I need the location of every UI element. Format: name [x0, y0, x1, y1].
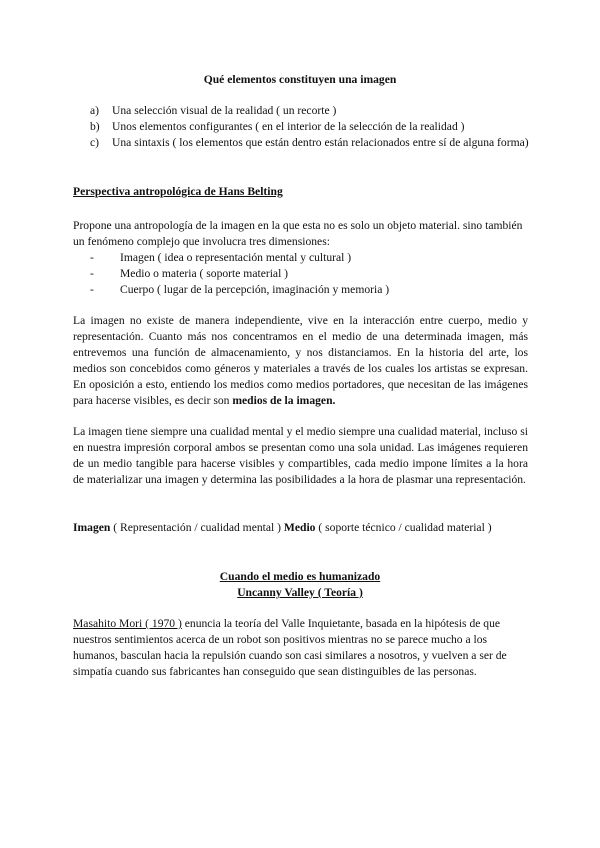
paragraph-mental-material: La imagen tiene siempre una cualidad mental y el medio siempre una cualidad material, incluso si en nuestra impresión corporal ambos se presentan como una sola unidad. Las imágenes requieren de un medio tangible para hacerse visibles y compartibles, cada medio impone límites a la hora de materializar una imagen y determina las posibilidades a la hora de plasmar una representación. — [73, 425, 528, 486]
medio-text: ( soporte técnico / cualidad material ) — [318, 521, 492, 534]
summary-line — [73, 520, 528, 536]
author-reference: Masahito Mori ( 1970 ) — [73, 617, 182, 630]
list-item-text: Imagen ( idea o representación mental y cultural ) — [120, 251, 352, 264]
paragraph-text: La imagen no existe de manera independiente, vive en la interacción entre cuerpo, medio y representación. Cuanto más nos concentramos en el medio de una determinada imagen, más entrevemos una función de almacenamiento, y nos distanciamos. En la historia del arte, los medios son concebidos como géneros y materiales a través de los cuales los artistas se expresan. En oposición a esto, entiendo los medios como medios portadores, que necesitan de las imágenes para hacerse visibles, es decir son — [73, 314, 528, 407]
document-title: Qué elementos constituyen una imagen — [203, 73, 397, 86]
section-heading-humanizado: Cuando el medio es humanizado — [219, 570, 381, 583]
list-item — [90, 103, 530, 119]
list-marker: - — [90, 267, 94, 280]
section-heading-belting: Perspectiva antropológica de Hans Belting — [73, 185, 283, 198]
imagen-label: Imagen — [73, 521, 111, 534]
list-item-text: Medio o materia ( soporte material ) — [120, 267, 289, 280]
list-marker: - — [90, 283, 94, 296]
section-heading-uncanny: Uncanny Valley ( Teoría ) — [237, 586, 363, 599]
list-marker: b) — [90, 120, 100, 133]
paragraph-text: enuncia la teoría del Valle Inquietante, basada en la hipótesis de que nuestros sentimientos acerca de un robot son positivos mientras no se parece mucho a los humanos, basculan hacia la repulsión cuando son casi similares a nosotros, y vuelven a ser de simpatía cuando sus fabricantes han conseguido que sean distinguibles de las personas. — [73, 617, 507, 678]
paragraph-emphasis: medios de la imagen. — [232, 394, 336, 407]
paragraph-uncanny — [73, 616, 528, 680]
list-item-text: Una selección visual de la realidad ( un recorte ) — [112, 104, 337, 117]
medio-label: Medio — [283, 521, 316, 534]
list-marker: c) — [90, 136, 100, 149]
list-item — [90, 266, 528, 282]
list-marker: a) — [90, 104, 100, 117]
list-marker: - — [90, 251, 94, 264]
intro-paragraph: Propone una antropología de la imagen en la que esta no es solo un objeto material. sino también un fenómeno complejo que involucra tres dimensiones: — [73, 219, 523, 248]
belting-intro — [73, 218, 528, 298]
list-item — [90, 119, 530, 135]
list-item — [90, 135, 530, 151]
imagen-text: ( Representación / cualidad mental ) — [113, 521, 281, 534]
list-item-text: Cuerpo ( lugar de la percepción, imaginación y memoria ) — [120, 283, 390, 296]
list-item-text: Una sintaxis ( los elementos que están dentro están relacionados entre sí de alguna forma) — [112, 136, 529, 149]
elements-list — [90, 103, 530, 151]
dimensions-list — [90, 250, 528, 298]
paragraph-media — [73, 313, 528, 409]
list-item — [90, 282, 528, 298]
list-item-text: Unos elementos configurantes ( en el interior de la selección de la realidad ) — [112, 120, 465, 133]
list-item — [90, 250, 528, 266]
